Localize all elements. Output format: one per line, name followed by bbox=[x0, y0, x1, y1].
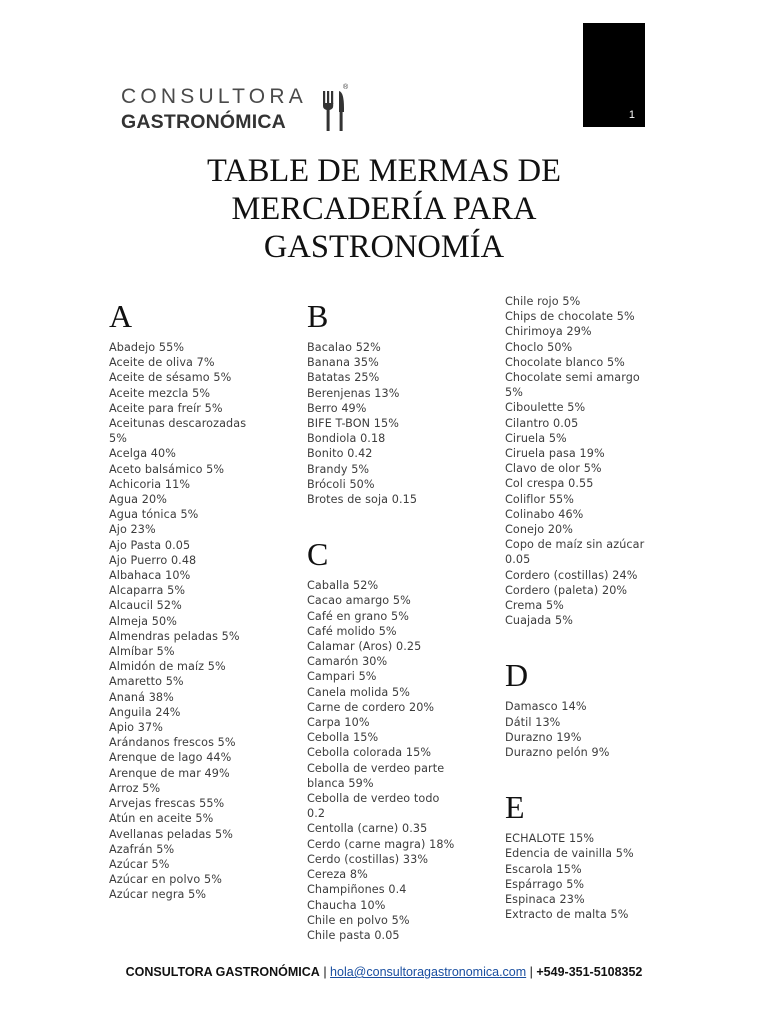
list-item: Almidón de maíz 5% bbox=[109, 660, 226, 674]
list-item: Cerdo (costillas) 33% bbox=[307, 852, 429, 866]
list-item: Edencia de vainilla 5% bbox=[505, 847, 634, 861]
footer-email-link[interactable]: hola@consultoragastronomica.com bbox=[330, 965, 527, 979]
list-item: Azúcar 5% bbox=[109, 857, 170, 871]
title-line: GASTRONOMÍA bbox=[263, 229, 505, 265]
list-item: Albahaca 10% bbox=[109, 569, 191, 583]
list-item: Ajo Puerro 0.48 bbox=[109, 553, 197, 567]
list-item: BIFE T-BON 15% bbox=[307, 417, 399, 431]
list-item: 5% bbox=[109, 432, 127, 446]
section-list-c bbox=[307, 578, 497, 943]
list-item: Arvejas frescas 55% bbox=[109, 797, 225, 811]
list-item: Choclo 50% bbox=[505, 340, 573, 354]
logo-line-1: CONSULTORA bbox=[121, 85, 307, 108]
list-item: Carpa 10% bbox=[307, 716, 370, 730]
list-item: Atún en aceite 5% bbox=[109, 812, 214, 826]
section-list-e bbox=[505, 831, 695, 922]
list-item: Copo de maíz sin azúcar bbox=[505, 538, 645, 552]
list-item: Espárrago 5% bbox=[505, 877, 585, 891]
list-item: Aceite de sésamo 5% bbox=[109, 371, 232, 385]
section-letter-c: C bbox=[307, 536, 329, 573]
list-item: Agua tónica 5% bbox=[109, 508, 199, 522]
footer-company: CONSULTORA GASTRONÓMICA bbox=[125, 965, 320, 979]
section-list-c-continued bbox=[505, 294, 695, 628]
section-gap bbox=[505, 628, 695, 655]
list-item: Colinabo 46% bbox=[505, 507, 584, 521]
list-item: Azúcar negra 5% bbox=[109, 888, 207, 902]
list-item: Chile pasta 0.05 bbox=[307, 928, 400, 942]
list-item: Cebolla colorada 15% bbox=[307, 746, 432, 760]
list-item: Chocolate blanco 5% bbox=[505, 355, 625, 369]
list-item: Cordero (paleta) 20% bbox=[505, 583, 628, 597]
list-item: Cilantro 0.05 bbox=[505, 416, 579, 430]
footer-separator: | bbox=[526, 965, 537, 979]
list-item: Ananá 38% bbox=[109, 690, 174, 704]
document-title bbox=[120, 152, 648, 266]
company-logo bbox=[121, 86, 361, 136]
list-item: Chile en polvo 5% bbox=[307, 913, 410, 927]
section-letter-d: D bbox=[505, 657, 529, 694]
list-item: Cordero (costillas) 24% bbox=[505, 568, 638, 582]
list-item: Arenque de mar 49% bbox=[109, 766, 230, 780]
column-1 bbox=[109, 296, 299, 903]
section-list-a bbox=[109, 340, 299, 903]
list-item: Calamar (Aros) 0.25 bbox=[307, 640, 422, 654]
section-letter-a: A bbox=[109, 298, 133, 334]
list-item: Ajo Pasta 0.05 bbox=[109, 538, 191, 552]
list-item: Caballa 52% bbox=[307, 579, 379, 593]
list-item: Centolla (carne) 0.35 bbox=[307, 822, 428, 836]
fork-knife-icon bbox=[322, 88, 352, 132]
list-item: Aceite para freír 5% bbox=[109, 401, 223, 415]
list-item: Ciruela 5% bbox=[505, 431, 567, 445]
column-3 bbox=[505, 294, 695, 923]
list-item: Chaucha 10% bbox=[307, 898, 386, 912]
list-item: 0.2 bbox=[307, 807, 326, 821]
list-item: 0.05 bbox=[505, 553, 531, 567]
list-item: Azúcar en polvo 5% bbox=[109, 873, 222, 887]
list-item: Chips de chocolate 5% bbox=[505, 310, 635, 324]
list-item: Extracto de malta 5% bbox=[505, 908, 629, 922]
list-item: Crema 5% bbox=[505, 599, 564, 613]
list-item: Cereza 8% bbox=[307, 868, 368, 882]
list-item: Abadejo 55% bbox=[109, 341, 185, 354]
list-item: Damasco 14% bbox=[505, 700, 587, 714]
section-gap bbox=[307, 507, 497, 534]
list-item: Dátil 13% bbox=[505, 715, 561, 729]
list-item: Aceto balsámico 5% bbox=[109, 462, 225, 476]
list-item: Anguila 24% bbox=[109, 705, 181, 719]
column-2 bbox=[307, 296, 497, 943]
section-letter-b: B bbox=[307, 298, 329, 334]
footer-separator: | bbox=[319, 965, 331, 979]
list-item: Aceitunas descarozadas bbox=[109, 417, 247, 431]
list-item: Avellanas peladas 5% bbox=[109, 827, 233, 841]
list-item: Cebolla de verdeo todo bbox=[307, 792, 440, 806]
list-item: Chocolate semi amargo bbox=[505, 371, 640, 385]
list-item: Alcaucil 52% bbox=[109, 599, 182, 613]
list-item: Ciruela pasa 19% bbox=[505, 447, 605, 461]
list-item: 5% bbox=[505, 386, 523, 400]
list-item: Almeja 50% bbox=[109, 614, 177, 628]
list-item: Aceite de oliva 7% bbox=[109, 356, 215, 370]
footer bbox=[0, 965, 768, 979]
list-item: Espinaca 23% bbox=[505, 893, 585, 907]
list-item: Cuajada 5% bbox=[505, 614, 573, 628]
registered-mark: ® bbox=[343, 84, 349, 91]
list-item: blanca 59% bbox=[307, 776, 374, 790]
list-item: Berro 49% bbox=[307, 401, 367, 415]
list-item: Escarola 15% bbox=[505, 862, 582, 876]
list-item: Camarón 30% bbox=[307, 655, 388, 669]
list-item: Café molido 5% bbox=[307, 624, 397, 638]
list-item: Coliflor 55% bbox=[505, 492, 574, 506]
list-item: Champiñones 0.4 bbox=[307, 883, 407, 897]
list-item: Cebolla 15% bbox=[307, 731, 379, 745]
list-item: Acelga 40% bbox=[109, 447, 176, 461]
list-item: Col crespa 0.55 bbox=[505, 477, 594, 491]
list-item: Canela molida 5% bbox=[307, 685, 410, 699]
list-item: Bonito 0.42 bbox=[307, 447, 373, 461]
list-item: Almendras peladas 5% bbox=[109, 629, 240, 643]
list-item: Ajo 23% bbox=[109, 523, 156, 537]
list-item: Bacalao 52% bbox=[307, 341, 381, 354]
list-item: Café en grano 5% bbox=[307, 609, 409, 623]
list-item: Amaretto 5% bbox=[109, 675, 184, 689]
list-item: Arroz 5% bbox=[109, 781, 161, 795]
list-item: Banana 35% bbox=[307, 356, 379, 370]
title-line: MERCADERÍA PARA bbox=[231, 191, 537, 227]
list-item: Almíbar 5% bbox=[109, 645, 175, 659]
section-letter-e: E bbox=[505, 789, 525, 826]
list-item: Brócoli 50% bbox=[307, 477, 375, 491]
list-item: Alcaparra 5% bbox=[109, 584, 186, 598]
logo-line-2: GASTRONÓMICA bbox=[121, 111, 286, 133]
section-list-d bbox=[505, 699, 695, 760]
section-gap bbox=[505, 760, 695, 787]
list-item: Cebolla de verdeo parte bbox=[307, 761, 445, 775]
list-item: Campari 5% bbox=[307, 670, 377, 684]
list-item: Apio 37% bbox=[109, 721, 163, 735]
list-item: Berenjenas 13% bbox=[307, 386, 400, 400]
list-item: Cerdo (carne magra) 18% bbox=[307, 837, 455, 851]
list-item: ECHALOTE 15% bbox=[505, 832, 595, 846]
page-number-tab bbox=[583, 23, 645, 127]
list-item: Azafrán 5% bbox=[109, 842, 175, 856]
list-item: Conejo 20% bbox=[505, 523, 574, 537]
list-item: Brotes de soja 0.15 bbox=[307, 493, 418, 507]
page-number: 1 bbox=[628, 109, 635, 121]
list-item: Carne de cordero 20% bbox=[307, 700, 435, 714]
list-item: Clavo de olor 5% bbox=[505, 462, 602, 476]
list-item: Durazno pelón 9% bbox=[505, 746, 610, 760]
list-item: Chile rojo 5% bbox=[505, 295, 581, 308]
title-line: TABLE DE MERMAS DE bbox=[207, 153, 561, 189]
list-item: Agua 20% bbox=[109, 493, 167, 507]
footer-phone: +549-351-5108352 bbox=[536, 965, 643, 979]
list-item: Aceite mezcla 5% bbox=[109, 386, 211, 400]
list-item: Achicoria 11% bbox=[109, 477, 191, 491]
list-item: Ciboulette 5% bbox=[505, 401, 586, 415]
list-item: Arándanos frescos 5% bbox=[109, 736, 236, 750]
list-item: Durazno 19% bbox=[505, 730, 582, 744]
list-item: Cacao amargo 5% bbox=[307, 594, 411, 608]
list-item: Batatas 25% bbox=[307, 371, 380, 385]
list-item: Bondiola 0.18 bbox=[307, 432, 386, 446]
list-item: Brandy 5% bbox=[307, 462, 370, 476]
list-item: Arenque de lago 44% bbox=[109, 751, 232, 765]
list-item: Chirimoya 29% bbox=[505, 325, 592, 339]
section-list-b bbox=[307, 340, 497, 507]
